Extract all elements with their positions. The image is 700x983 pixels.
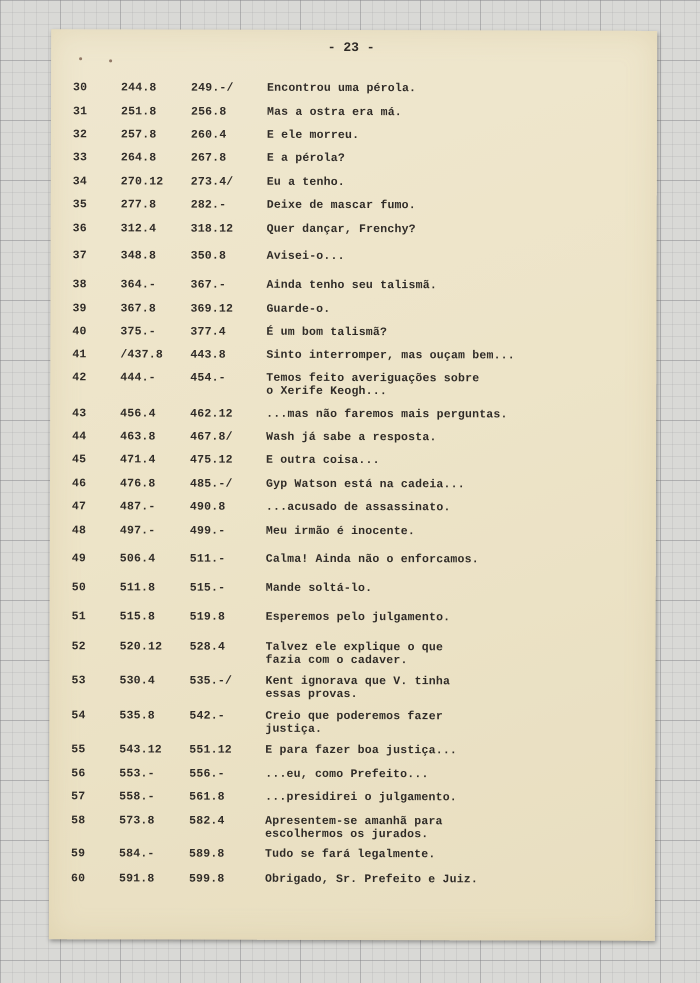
time-out: 443.8 <box>190 348 226 362</box>
subtitle-text-line2: essas provas. <box>265 687 358 702</box>
subtitle-text: Calma! Ainda não o enforcamos. <box>265 552 479 567</box>
subtitle-row <box>49 743 655 763</box>
subtitle-row <box>51 222 657 242</box>
subtitle-row <box>51 105 657 125</box>
subtitle-row <box>51 249 657 269</box>
subtitle-text: Kent ignorava que V. tinha <box>265 674 451 689</box>
subtitle-row <box>51 175 657 195</box>
time-in: 584.- <box>119 847 155 861</box>
row-number: 43 <box>72 407 87 421</box>
subtitle-text-line2: justiça. <box>265 722 323 736</box>
time-out: 249.-/ <box>191 81 234 95</box>
subtitle-row <box>50 325 656 345</box>
subtitle-row <box>50 640 656 668</box>
row-number: 51 <box>71 610 86 624</box>
row-number: 53 <box>71 674 86 688</box>
subtitle-text: Apresentem-se amanhã para <box>265 814 443 829</box>
time-in: 520.12 <box>119 640 163 654</box>
row-number: 38 <box>72 278 87 292</box>
row-number: 41 <box>72 348 87 362</box>
subtitle-text: Deixe de mascar fumo. <box>266 198 416 213</box>
subtitle-row <box>50 430 656 450</box>
subtitle-row <box>49 814 655 842</box>
subtitle-row <box>50 453 656 473</box>
subtitle-row <box>49 767 655 787</box>
subtitle-text: ...eu, como Prefeito... <box>265 767 429 782</box>
time-in: 591.8 <box>118 872 155 886</box>
time-in: 270.12 <box>120 175 164 189</box>
row-number: 46 <box>71 477 87 491</box>
ink-speck <box>109 59 112 62</box>
row-number: 48 <box>71 524 87 538</box>
time-in: 264.8 <box>120 151 157 165</box>
row-number: 52 <box>71 640 86 654</box>
row-number: 39 <box>72 302 87 316</box>
time-in: 511.8 <box>119 581 156 595</box>
time-out: 599.8 <box>188 872 225 886</box>
subtitle-text: Quer dançar, Frenchy? <box>266 222 416 237</box>
subtitle-text: Talvez ele explique o que <box>265 640 444 655</box>
time-in: 476.8 <box>119 477 156 491</box>
subtitle-text: Sinto interromper, mas ouçam bem... <box>266 348 515 363</box>
subtitle-text-line2: fazia com o cadaver. <box>265 653 408 668</box>
subtitle-row <box>49 872 655 892</box>
row-number: 57 <box>71 790 86 804</box>
subtitle-row <box>50 500 656 520</box>
time-in: 251.8 <box>120 105 157 119</box>
subtitle-text: E para fazer boa justiça... <box>265 743 458 758</box>
time-in: 364.- <box>120 278 157 292</box>
subtitle-text: Creio que poderemos fazer <box>265 709 443 724</box>
row-number: 37 <box>72 249 87 263</box>
time-out: 467.8/ <box>190 430 233 444</box>
time-out: 282.- <box>190 198 227 212</box>
subtitle-text: Avisei-o... <box>266 249 345 263</box>
time-out: 499.- <box>189 524 226 538</box>
time-out: 462.12 <box>190 407 233 421</box>
row-number: 58 <box>71 814 86 828</box>
row-number: 40 <box>72 325 87 339</box>
time-in: 375.- <box>120 325 156 339</box>
subtitle-text: ...acusado de assassinato. <box>265 500 451 515</box>
subtitle-row <box>50 348 656 368</box>
row-number: 31 <box>72 105 88 119</box>
subtitle-text: Tudo se fará legalmente. <box>265 847 436 862</box>
row-number: 44 <box>72 430 87 444</box>
subtitle-text: Ainda tenho seu talismã. <box>266 278 437 293</box>
time-in: 497.- <box>119 524 156 538</box>
subtitle-row <box>49 709 655 736</box>
row-number: 56 <box>71 767 86 781</box>
time-out: 369.12 <box>190 302 234 316</box>
subtitle-row <box>50 302 656 322</box>
time-in: /437.8 <box>120 348 163 362</box>
time-in: 530.4 <box>119 674 156 688</box>
time-out: 273.4/ <box>190 175 234 189</box>
row-number: 47 <box>71 500 87 514</box>
time-in: 244.8 <box>121 81 157 95</box>
time-in: 312.4 <box>120 222 157 236</box>
time-out: 267.8 <box>190 151 227 165</box>
time-in: 558.- <box>119 790 155 804</box>
time-in: 367.8 <box>120 302 156 316</box>
subtitle-text: ...presidirei o julgamento. <box>265 790 457 805</box>
time-out: 519.8 <box>189 610 226 624</box>
typed-page <box>49 29 657 941</box>
row-number: 50 <box>71 581 86 595</box>
row-number: 60 <box>70 872 86 886</box>
time-out: 475.12 <box>190 453 233 467</box>
subtitle-text: E ele morreu. <box>266 128 360 143</box>
time-out: 589.8 <box>189 847 225 861</box>
subtitle-row <box>51 151 657 171</box>
time-in: 553.- <box>119 767 155 781</box>
row-number: 42 <box>72 371 87 385</box>
subtitle-text: Guarde-o. <box>266 302 331 316</box>
time-in: 573.8 <box>119 814 155 828</box>
subtitle-text-line2: escolhermos os jurados. <box>265 827 429 842</box>
time-out: 377.4 <box>190 325 226 339</box>
time-out: 318.12 <box>190 222 234 236</box>
time-out: 256.8 <box>190 105 227 119</box>
subtitle-row <box>50 581 656 601</box>
row-number: 55 <box>71 743 86 757</box>
subtitle-row <box>50 371 656 399</box>
row-number: 36 <box>72 222 87 236</box>
ink-speck <box>79 57 82 60</box>
subtitle-text: Temos feito averiguações sobre <box>266 371 480 386</box>
time-in: 463.8 <box>120 430 156 444</box>
subtitle-row <box>50 407 656 427</box>
time-out: 350.8 <box>190 249 227 263</box>
time-out: 515.- <box>189 581 226 595</box>
time-in: 257.8 <box>120 128 157 142</box>
time-out: 551.12 <box>189 743 232 757</box>
time-in: 515.8 <box>119 610 156 624</box>
time-in: 444.- <box>120 371 156 385</box>
time-out: 528.4 <box>189 640 226 654</box>
time-in: 487.- <box>119 500 156 514</box>
time-out: 556.- <box>189 767 225 781</box>
time-out: 511.- <box>189 552 226 566</box>
time-in: 535.8 <box>119 709 155 723</box>
subtitle-row <box>50 524 656 544</box>
subtitle-row <box>49 847 655 867</box>
subtitle-row <box>50 278 656 298</box>
subtitle-text: Wash já sabe a resposta. <box>266 430 437 445</box>
subtitle-text: Obrigado, Sr. Prefeito e Juiz. <box>264 872 479 887</box>
row-number: 33 <box>72 151 88 165</box>
time-in: 543.12 <box>119 743 162 757</box>
subtitle-row <box>50 477 656 497</box>
subtitle-row <box>49 674 655 702</box>
row-number: 32 <box>72 128 88 142</box>
subtitle-row <box>50 552 656 572</box>
row-number: 49 <box>71 552 87 566</box>
subtitle-text: Encontrou uma pérola. <box>267 81 417 96</box>
page-number: - 23 - <box>327 39 375 56</box>
row-number: 59 <box>71 847 86 861</box>
time-in: 277.8 <box>120 198 157 212</box>
time-out: 542.- <box>189 709 225 723</box>
subtitle-text-line2: o Xerife Keogh... <box>266 384 387 399</box>
time-out: 260.4 <box>190 128 227 142</box>
subtitle-row <box>51 81 657 101</box>
subtitle-text: E a pérola? <box>266 151 345 165</box>
subtitle-text: Meu irmão é inocente. <box>265 524 416 539</box>
row-number: 54 <box>71 709 86 723</box>
subtitle-row <box>49 790 655 810</box>
row-number: 35 <box>72 198 87 212</box>
time-out: 535.-/ <box>189 674 233 688</box>
row-number: 45 <box>72 453 87 467</box>
subtitle-row <box>51 198 657 218</box>
time-in: 506.4 <box>119 552 156 566</box>
subtitle-text: Mas a ostra era má. <box>266 105 402 120</box>
time-out: 485.-/ <box>189 477 233 491</box>
subtitle-text: E outra coisa... <box>266 453 380 468</box>
subtitle-row <box>50 610 656 630</box>
row-number: 34 <box>72 175 88 189</box>
subtitle-text: ...mas não faremos mais perguntas. <box>266 407 508 422</box>
time-in: 348.8 <box>120 249 157 263</box>
time-out: 561.8 <box>189 790 225 804</box>
time-in: 471.4 <box>120 453 156 467</box>
subtitle-text: Eu a tenho. <box>266 175 345 189</box>
time-out: 367.- <box>190 278 227 292</box>
time-out: 454.- <box>190 371 226 385</box>
subtitle-text: Esperemos pelo julgamento. <box>265 610 451 625</box>
time-out: 490.8 <box>189 500 226 514</box>
subtitle-text: É um bom talismã? <box>266 325 388 340</box>
row-number: 30 <box>73 81 88 95</box>
subtitle-row <box>51 128 657 148</box>
subtitle-text: Gyp Watson está na cadeia... <box>265 477 465 492</box>
time-in: 456.4 <box>120 407 156 421</box>
time-out: 582.4 <box>189 814 225 828</box>
subtitle-text: Mande soltá-lo. <box>265 581 373 596</box>
